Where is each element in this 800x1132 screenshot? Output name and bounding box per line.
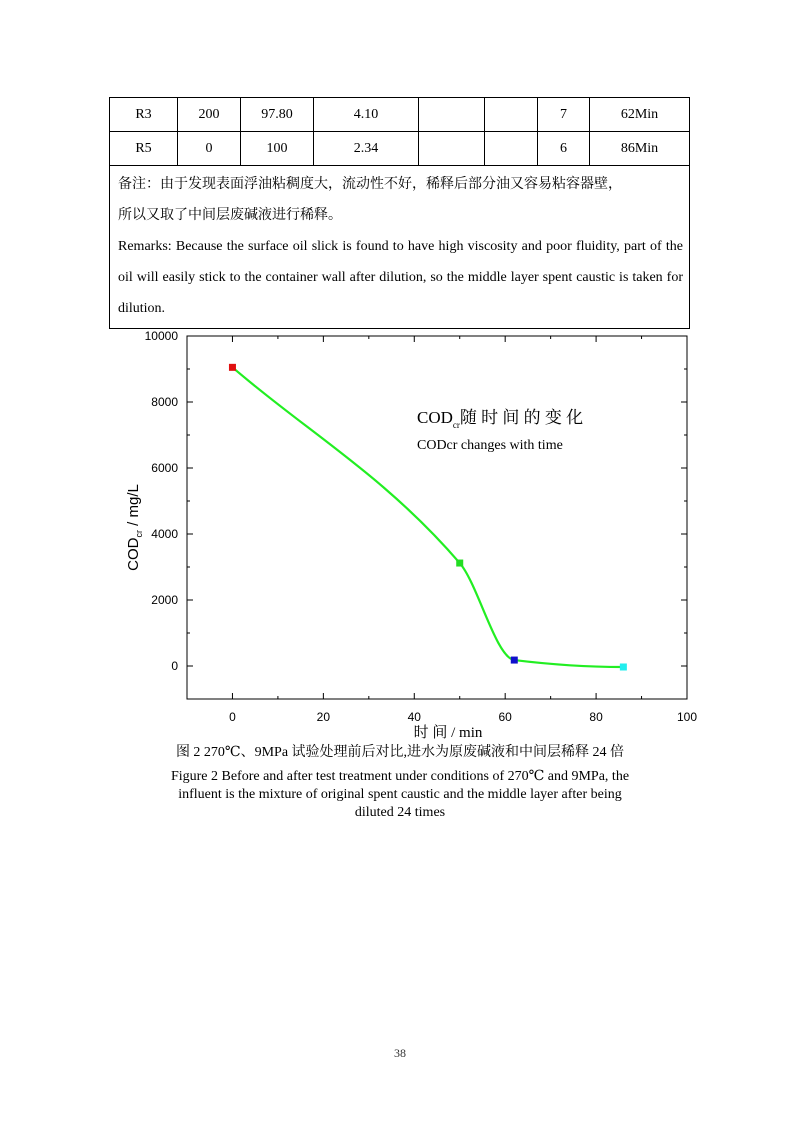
table-cell: R3: [110, 98, 178, 132]
page-number: 38: [394, 1046, 406, 1060]
y-tick-label: 10000: [144, 329, 178, 343]
figure-caption-en-line2: influent is the mixture of original spent caustic and the middle layer after being: [178, 787, 622, 802]
table-cell: 2.34: [314, 132, 419, 166]
chart-annotation-en: CODcr changes with time: [417, 438, 563, 453]
table-cell: 97.80: [241, 98, 314, 132]
figure-caption-cn: 图 2 270℃、9MPa 试验处理前后对比,进水为原废碱液和中间层稀释 24 倍: [175, 745, 625, 760]
x-tick-label: 60: [498, 710, 512, 724]
data-point: [456, 560, 463, 567]
x-tick-label: 80: [589, 710, 603, 724]
figure-caption-en-line3: diluted 24 times: [354, 805, 446, 820]
x-axis-label: 时 间 / min: [413, 725, 483, 741]
table-cell: 200: [178, 98, 241, 132]
y-tick-label: 6000: [151, 461, 178, 475]
x-tick-label: 40: [407, 710, 421, 724]
data-point: [620, 663, 627, 670]
table-cell: 86Min: [590, 132, 690, 166]
remarks-en: Remarks: Because the surface oil slick is found to have high viscosity and poor fluidity, part of the oil will easily stick to the container wall after dilution, so the middle layer spent caustic is taken for dilution.: [118, 239, 683, 316]
data-point: [229, 364, 236, 371]
x-tick-label: 100: [676, 710, 698, 724]
y-axis-label: $COD_{cr} / mg/L$: [125, 484, 144, 571]
y-tick-label: 4000: [151, 527, 178, 541]
table-cell: 4.10: [314, 98, 419, 132]
x-tick-label: 20: [316, 710, 331, 724]
chart-annotation-cn: $COD_{cr}$随 时 间 的 变 化: [417, 408, 584, 430]
y-tick-label: 0: [171, 659, 178, 673]
y-tick-label: 8000: [151, 395, 178, 409]
figure-caption-en-line1: Figure 2 Before and after test treatment under conditions of 270℃ and 9MPa, the: [170, 769, 630, 784]
table-cell: 62Min: [590, 98, 690, 132]
remarks-cn-line1: 备注：由于发现表面浮油粘稠度大，流动性不好，稀释后部分油又容易粘容器壁，: [118, 177, 622, 192]
y-tick-label: 2000: [151, 593, 178, 607]
x-tick-label: 0: [229, 710, 236, 724]
table-cell: 6: [538, 132, 590, 166]
table-cell: 100: [241, 132, 314, 166]
table-cell: 7: [538, 98, 590, 132]
data-point: [511, 657, 518, 664]
table-cell: R5: [110, 132, 178, 166]
table-cell: 0: [178, 132, 241, 166]
remarks-cn-line2: 所以又取了中间层废碱液进行稀释。: [118, 208, 342, 223]
